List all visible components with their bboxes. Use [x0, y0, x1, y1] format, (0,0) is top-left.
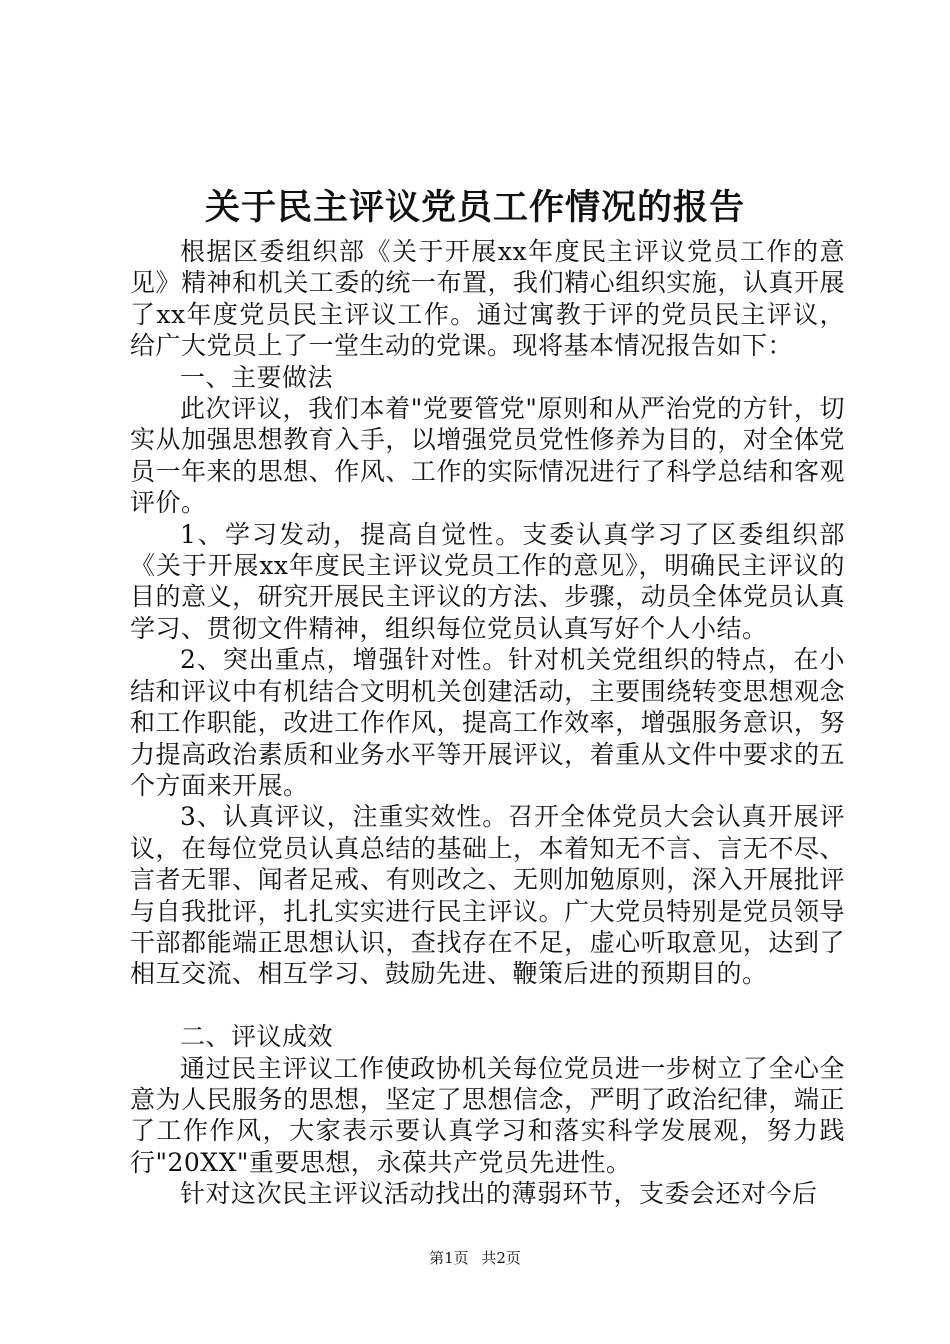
document-body	[130, 236, 845, 1210]
paragraph-intro: 根据区委组织部《关于开展xx年度民主评议党员工作的意见》精神和机关工委的统一布置，我们精心组织实施，认真开展了xx年度党员民主评议工作。通过寓教于评的党员民主评议，给广大党员上了一堂生动的党课。现将基本情况报告如下：	[130, 237, 845, 361]
page-number: 第1页	[429, 1249, 469, 1267]
paragraph-item-3: 3、认真评议，注重实效性。召开全体党员大会认真开展评议，在每位党员认真总结的基础上，本着知无不言、言无不尽、言者无罪、闻者足戒、有则改之、无则加勉原则，深入开展批评与自我批评，扎扎实实进行民主评议。广大党员特别是党员领导干部都能端正思想认识，查找存在不足，虚心听取意见，达到了相互交流、相互学习、鼓励先进、鞭策后进的预期目的。	[130, 802, 845, 989]
section-heading-results: 二、评议成效	[180, 1022, 334, 1052]
page-total: 共2页	[481, 1249, 521, 1267]
paragraph-followup: 针对这次民主评议活动找出的薄弱环节，支委会还对今后	[180, 1179, 818, 1209]
page-footer	[0, 1248, 950, 1268]
section-heading-main-practices: 一、主要做法	[180, 362, 334, 392]
paragraph-evaluation-overview: 此次评议，我们本着"党要管党"原则和从严治党的方针，切实从加强思想教育入手，以增强党员党性修养为目的，对全体党员一年来的思想、作风、工作的实际情况进行了科学总结和客观评价。	[130, 394, 845, 518]
paragraph-item-2: 2、突出重点，增强针对性。针对机关党组织的特点，在小结和评议中有机结合文明机关创建活动，主要围绕转变思想观念和工作职能，改进工作作风，提高工作效率，增强服务意识，努力提高政治素质和业务水平等开展评议，着重从文件中要求的五个方面来开展。	[130, 645, 845, 800]
paragraph-item-1: 1、学习发动，提高自觉性。支委认真学习了区委组织部《关于开展xx年度民主评议党员工作的意见》，明确民主评议的目的意义，研究开展民主评议的方法、步骤，动员全体党员认真学习、贯彻文件精神，组织每位党员认真写好个人小结。	[130, 519, 845, 643]
paragraph-results: 通过民主评议工作使政协机关每位党员进一步树立了全心全意为人民服务的思想，坚定了思想信念，严明了政治纪律，端正了工作作风，大家表示要认真学习和落实科学发展观，努力践行"20XX"重要思想，永葆共产党员先进性。	[130, 1053, 845, 1177]
document-title: 关于民主评议党员工作情况的报告	[204, 187, 745, 228]
